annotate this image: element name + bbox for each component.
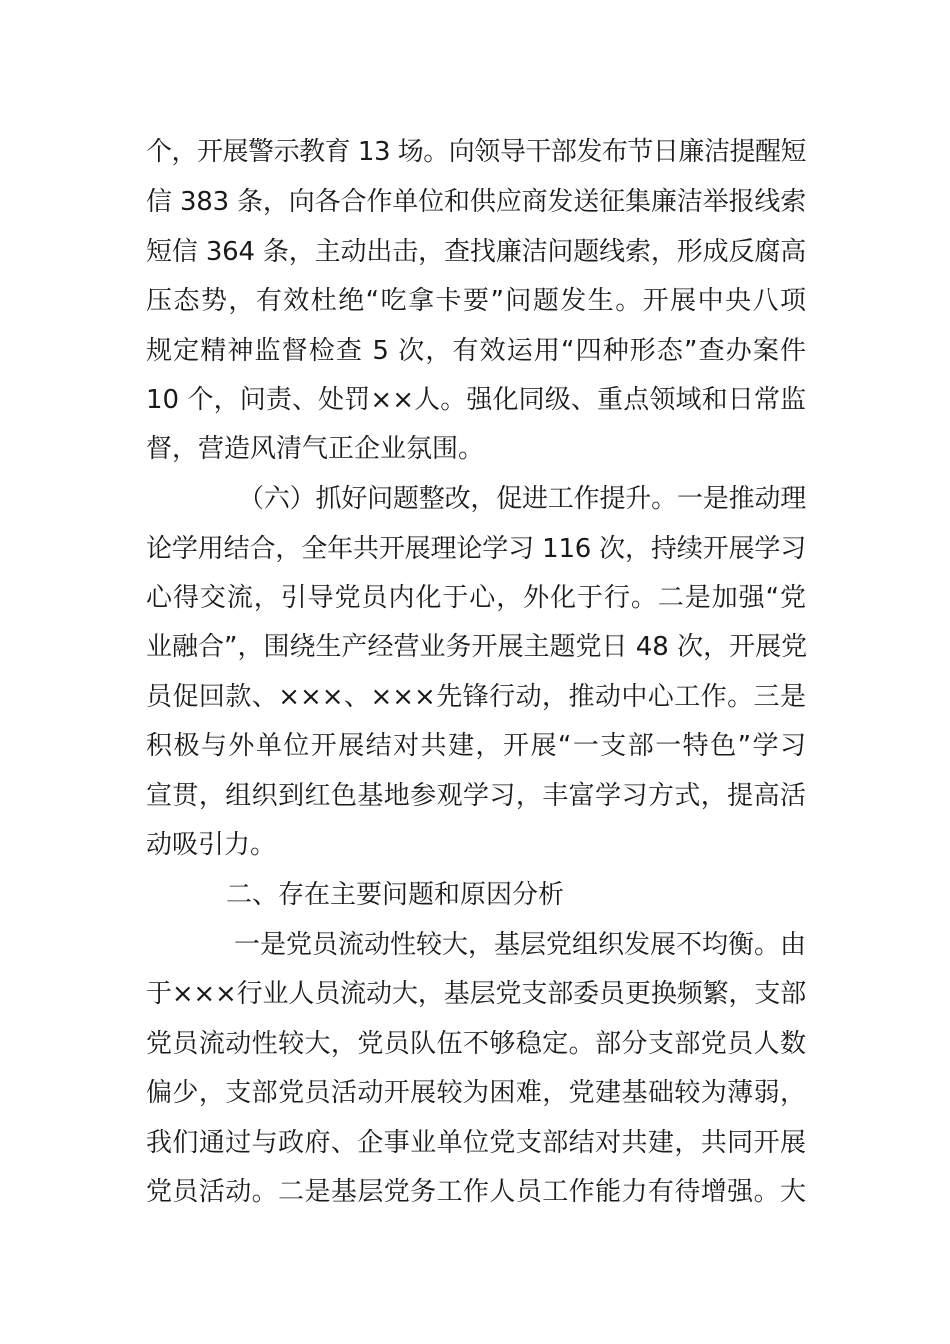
text-line: 督，营造风清气正企业氛围。 xyxy=(146,434,485,464)
text-line: 心得交流，引导党员内化于心，外化于行。二是加强“党 xyxy=(146,583,806,613)
text-line: 论学用结合，全年共开展理论学习 116 次，持续开展学习 xyxy=(146,534,806,564)
text-line: 短信 364 条，主动出击，查找廉洁问题线索，形成反腐高 xyxy=(146,237,806,267)
text-line: 宣贯，组织到红色基地参观学习，丰富学习方式，提高活 xyxy=(146,781,806,811)
text-line: 业融合”，围绕生产经营业务开展主题党日 48 次，开展党 xyxy=(146,632,808,662)
text-line: 员促回款、×××、×××先锋行动，推动中心工作。三是 xyxy=(146,682,806,712)
text-line: 一是党员流动性较大，基层党组织发展不均衡。由 xyxy=(234,930,807,960)
section-heading: 二、存在主要问题和原因分析 xyxy=(226,880,565,910)
text-line: 积极与外单位开展结对共建，开展“一支部一特色”学习 xyxy=(146,731,806,761)
text-line: 规定精神监督检查 5 次，有效运用“四种形态”查办案件 xyxy=(146,336,806,366)
text-line: 10 个，问责、处罚××人。强化同级、重点领域和日常监 xyxy=(146,385,806,415)
text-line: 于×××行业人员流动大，基层党支部委员更换频繁，支部 xyxy=(146,979,806,1009)
text-line: 党员活动。二是基层党务工作人员工作能力有待增强。大 xyxy=(146,1177,806,1207)
text-line: 我们通过与政府、企事业单位党支部结对共建，共同开展 xyxy=(146,1128,806,1158)
text-line: 信 383 条，向各合作单位和供应商发送征集廉洁举报线索 xyxy=(146,187,806,217)
text-line: 偏少，支部党员活动开展较为困难，党建基础较为薄弱， xyxy=(146,1078,806,1108)
text-line: 党员流动性较大，党员队伍不够稳定。部分支部党员人数 xyxy=(146,1029,806,1059)
text-line: 个，开展警示教育 13 场。向领导干部发布节日廉洁提醒短 xyxy=(146,137,806,167)
text-line: 动吸引力。 xyxy=(146,830,277,860)
paragraph-heading-line: （六）抓好问题整改，促进工作提升。一是推动理 xyxy=(238,484,806,514)
text-line: 压态势，有效杜绝“吃拿卡要”问题发生。开展中央八项 xyxy=(146,286,806,316)
